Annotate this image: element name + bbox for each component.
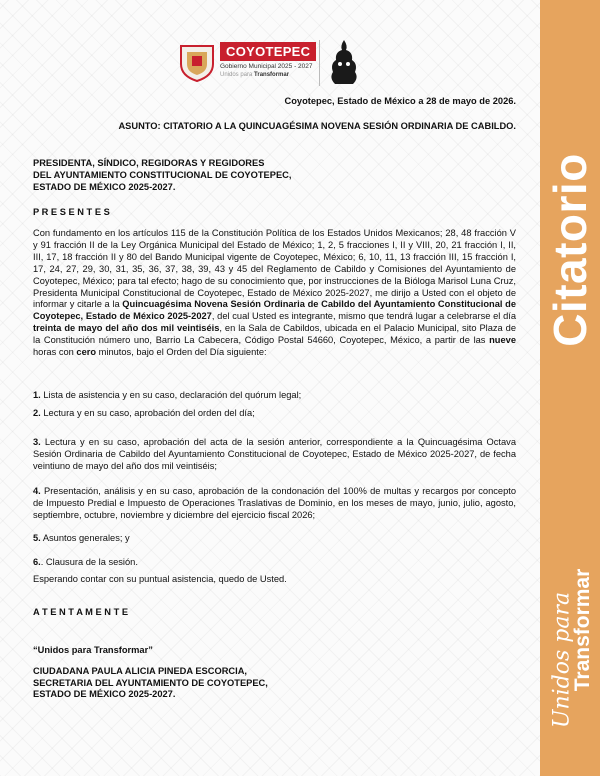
side-band-slogan-bold-box	[568, 555, 598, 705]
agenda-item-number: 3.	[33, 437, 41, 447]
side-band-slogan-script: Unidos para	[549, 591, 575, 729]
closing-line: Esperando contar con su puntual asistencia, quedo de Usted.	[33, 574, 287, 584]
brand-name: COYOTEPEC	[220, 42, 316, 61]
subject-line: ASUNTO: CITATORIO A LA QUINCUAGÉSIMA NOVENA SESIÓN ORDINARIA DE CABILDO.	[118, 121, 516, 131]
municipal-shield-icon	[178, 42, 216, 82]
brand-block	[220, 42, 316, 78]
agenda-item-4	[33, 486, 516, 522]
body-minutes: cero	[76, 347, 97, 358]
body-text-4: horas con	[33, 347, 77, 358]
signer-entity: ESTADO DE MÉXICO 2025-2027.	[33, 689, 176, 699]
agenda-item-text: Lista de asistencia y en su caso, declaración del quórum legal;	[40, 390, 302, 400]
signer-title: SECRETARIA DEL AYUNTAMIENTO DE COYOTEPEC,	[33, 677, 268, 688]
agenda-item-number: 6.	[33, 557, 41, 567]
side-band-slogan-bold: Transformar	[571, 568, 594, 692]
signer-name: CIUDADANA PAULA ALICIA PINEDA ESCORCIA,	[33, 666, 248, 676]
header-divider	[319, 40, 320, 86]
addressee-line-1: PRESIDENTA, SÍNDICO, REGIDORAS Y REGIDORES	[33, 158, 265, 168]
body-text-1: Con fundamento en los artículos 115 de la Constitución Política de los Estados Unidos Mexicanos; 28, 48 fracción V y 91 fracción II de la Ley Orgánica Municipal del Estado de México; 1, 2, 5 fracciones I, II y VIII, 20, 21 fracción I, II, III, 17, 18 fracción II y 80 del Bando Municipal vigente de Coyotepec, México; 6, 10, 11, 13 fracción III, 15 fracción I, 17, 24, 27, 29, 30, 31, 35, 36, 37, 38, 39, 43 y 45 del Reglamento de Cabildo y Comisiones del Ayuntamiento de Coyotepec, México; para tal efecto; hago de su conocimiento que, por instrucciones de la Bióloga Marisol Luna Cruz, Presidenta Municipal Constitucional de Coyotepec, Estado de México 2025-2027, me dirijo a Usted con el objeto de informar y citarle a la	[33, 228, 516, 310]
agenda-item-1	[33, 390, 516, 402]
addressee-line-3: ESTADO DE MÉXICO 2025-2027.	[33, 182, 176, 192]
brand-slogan-bold: Transformar	[254, 72, 290, 78]
body-paragraph	[33, 228, 516, 359]
brand-subtitle: Gobierno Municipal 2025 - 2027	[220, 63, 313, 70]
atentamente-heading: A T E N T A M E N T E	[33, 607, 129, 617]
agenda-item-text: Presentación, análisis y en su caso, aprobación de la condonación del 100% de multas y recargos por concepto de Impuesto Predial e Impuesto de Operaciones Traslativas de Dominio, en los meses de mayo, junio, julio, agosto, septiembre, octubre, noviembre y diciembre del ejercicio fiscal 2026;	[33, 486, 516, 520]
brand-slogan	[220, 72, 316, 78]
agenda-item-text: . Clausura de la sesión.	[40, 557, 138, 567]
side-band-title-box	[542, 150, 598, 350]
addressee-block	[33, 157, 516, 193]
body-session-date: treinta de mayo del año dos mil veintiséis	[33, 323, 220, 334]
body-hour: nueve	[489, 335, 516, 346]
body-text-3: , en la Sala de Cabildos, ubicada en el Palacio Municipal, sito Plaza de la Constitución número uno, Barrio La Cabecera, Código Postal 54660, Coyotepec, México, a partir de las	[33, 323, 516, 346]
side-band	[540, 0, 600, 776]
addressee-line-2: DEL AYUNTAMIENTO CONSTITUCIONAL DE COYOTEPEC,	[33, 170, 292, 180]
body-text-2: , del cual Usted es integrante, mismo que tendrá lugar a celebrarse el día	[211, 311, 516, 322]
letterhead	[178, 38, 378, 90]
presentes-heading: P R E S E N T E S	[33, 207, 110, 217]
agenda-item-number: 5.	[33, 533, 41, 543]
agenda-item-text: Lectura y en su caso, aprobación del orden del día;	[40, 408, 255, 418]
motto: “Unidos para Transformar”	[33, 645, 153, 655]
signer-block	[33, 666, 516, 701]
date-line: Coyotepec, Estado de México a 28 de mayo de 2026.	[284, 96, 516, 106]
agenda-item-text: Asuntos generales; y	[40, 533, 130, 543]
side-band-title: Citatorio	[544, 153, 596, 347]
agenda-item-6	[33, 557, 516, 569]
agenda-item-2	[33, 408, 516, 420]
agenda-item-number: 1.	[33, 390, 41, 400]
body-session-name: Quincuagésima Novena Sesión Ordinaria de Cabildo del Ayuntamiento Constitucional de Coyotepec, Estado de México 2025-2027	[33, 299, 516, 322]
agenda-item-3	[33, 437, 516, 473]
body-text-5: minutos, bajo el Orden del Día siguiente:	[96, 347, 267, 358]
agenda-item-number: 2.	[33, 408, 41, 418]
brand-slogan-script: Unidos para	[220, 72, 253, 78]
agenda-item-number: 4.	[33, 486, 41, 496]
agenda-item-text: Lectura y en su caso, aprobación del acta de la sesión anterior, correspondiente a la Quincuagésima Octava Sesión Ordinaria de Cabildo del Ayuntamiento Constitucional de Coyotepec, Estado de México 2025-2027, de fecha veintiuno de mayo del año dos mil veintiséis;	[33, 437, 516, 471]
coyote-glyph-icon	[327, 38, 361, 88]
agenda-item-5	[33, 533, 516, 545]
